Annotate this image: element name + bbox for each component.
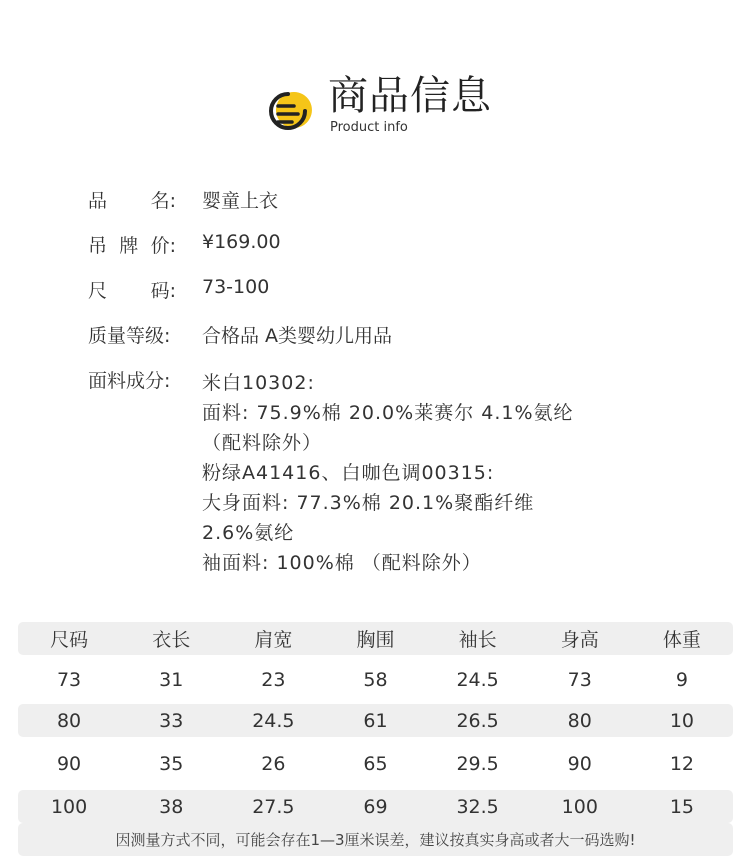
material-line: 袖面料: 100%棉 （配料除外） bbox=[202, 552, 482, 574]
measurement-note: 因测量方式不同，可能会存在1—3厘米误差，建议按真实身高或者大一码选购! bbox=[18, 823, 733, 856]
material-line: 粉绿A41416、白咖色调00315: bbox=[202, 462, 495, 484]
table-cell: 27.5 bbox=[252, 795, 295, 818]
table-header-row bbox=[18, 622, 733, 655]
table-row bbox=[18, 663, 733, 696]
name-label: 品 名: bbox=[88, 190, 176, 212]
table-cell: 90 bbox=[567, 752, 592, 775]
table-cell: 10 bbox=[669, 709, 694, 732]
material-line: 2.6%氨纶 bbox=[202, 522, 295, 544]
table-cell: 24.5 bbox=[252, 709, 295, 732]
header-cell: 体重 bbox=[662, 629, 701, 651]
table-cell: 35 bbox=[159, 752, 184, 775]
table-cell: 31 bbox=[159, 668, 184, 691]
material-line: 面料: 75.9%棉 20.0%莱赛尔 4.1%氨纶 bbox=[202, 402, 574, 424]
size-label: 尺 码: bbox=[88, 280, 176, 302]
grade-label: 质量等级: bbox=[88, 325, 171, 347]
table-cell: 80 bbox=[56, 709, 82, 732]
table-cell: 73 bbox=[567, 668, 592, 691]
header-cell: 袖长 bbox=[458, 629, 497, 651]
material-value bbox=[202, 368, 574, 578]
table-cell: 58 bbox=[363, 668, 388, 691]
table-cell: 26.5 bbox=[456, 709, 499, 732]
table-cell: 61 bbox=[363, 709, 388, 732]
table-cell: 32.5 bbox=[456, 795, 499, 818]
table-cell: 90 bbox=[56, 752, 82, 775]
table-cell: 69 bbox=[363, 795, 388, 818]
table-row bbox=[18, 704, 733, 737]
table-row bbox=[18, 790, 733, 823]
header-cell: 尺码 bbox=[50, 629, 89, 651]
price-label: 吊 牌 价: bbox=[88, 235, 176, 257]
size-value: 73-100 bbox=[202, 276, 270, 298]
header-cell: 肩宽 bbox=[254, 629, 293, 651]
header-cell: 胸围 bbox=[356, 629, 395, 651]
table-cell: 100 bbox=[50, 795, 88, 818]
grade-value: 合格品 A类婴幼儿用品 bbox=[202, 325, 393, 347]
table-cell: 65 bbox=[363, 752, 388, 775]
table-cell: 100 bbox=[561, 795, 598, 818]
table-cell: 80 bbox=[567, 709, 592, 732]
table-cell: 15 bbox=[669, 795, 694, 818]
table-cell: 23 bbox=[261, 668, 286, 691]
table-cell: 38 bbox=[159, 795, 184, 818]
table-cell: 12 bbox=[669, 752, 694, 775]
table-cell: 73 bbox=[56, 668, 82, 691]
material-label: 面料成分: bbox=[88, 370, 171, 392]
material-line: 大身面料: 77.3%棉 20.1%聚酯纤维 bbox=[202, 492, 535, 514]
material-line: （配料除外） bbox=[202, 432, 323, 454]
table-cell: 29.5 bbox=[456, 752, 499, 775]
page-title: 商品信息 bbox=[328, 73, 492, 119]
table-cell: 26 bbox=[261, 752, 286, 775]
header-cell: 衣长 bbox=[152, 629, 191, 651]
material-line: 米白10302: bbox=[202, 372, 315, 394]
price-value: ¥169.00 bbox=[202, 231, 281, 253]
table-row bbox=[18, 747, 733, 780]
header-cell: 身高 bbox=[560, 629, 599, 651]
page-subtitle: Product info bbox=[330, 120, 408, 135]
table-cell: 9 bbox=[675, 668, 688, 691]
size-table bbox=[18, 622, 733, 823]
table-cell: 33 bbox=[159, 709, 184, 732]
table-cell: 24.5 bbox=[456, 668, 499, 691]
name-value: 婴童上衣 bbox=[202, 190, 279, 212]
